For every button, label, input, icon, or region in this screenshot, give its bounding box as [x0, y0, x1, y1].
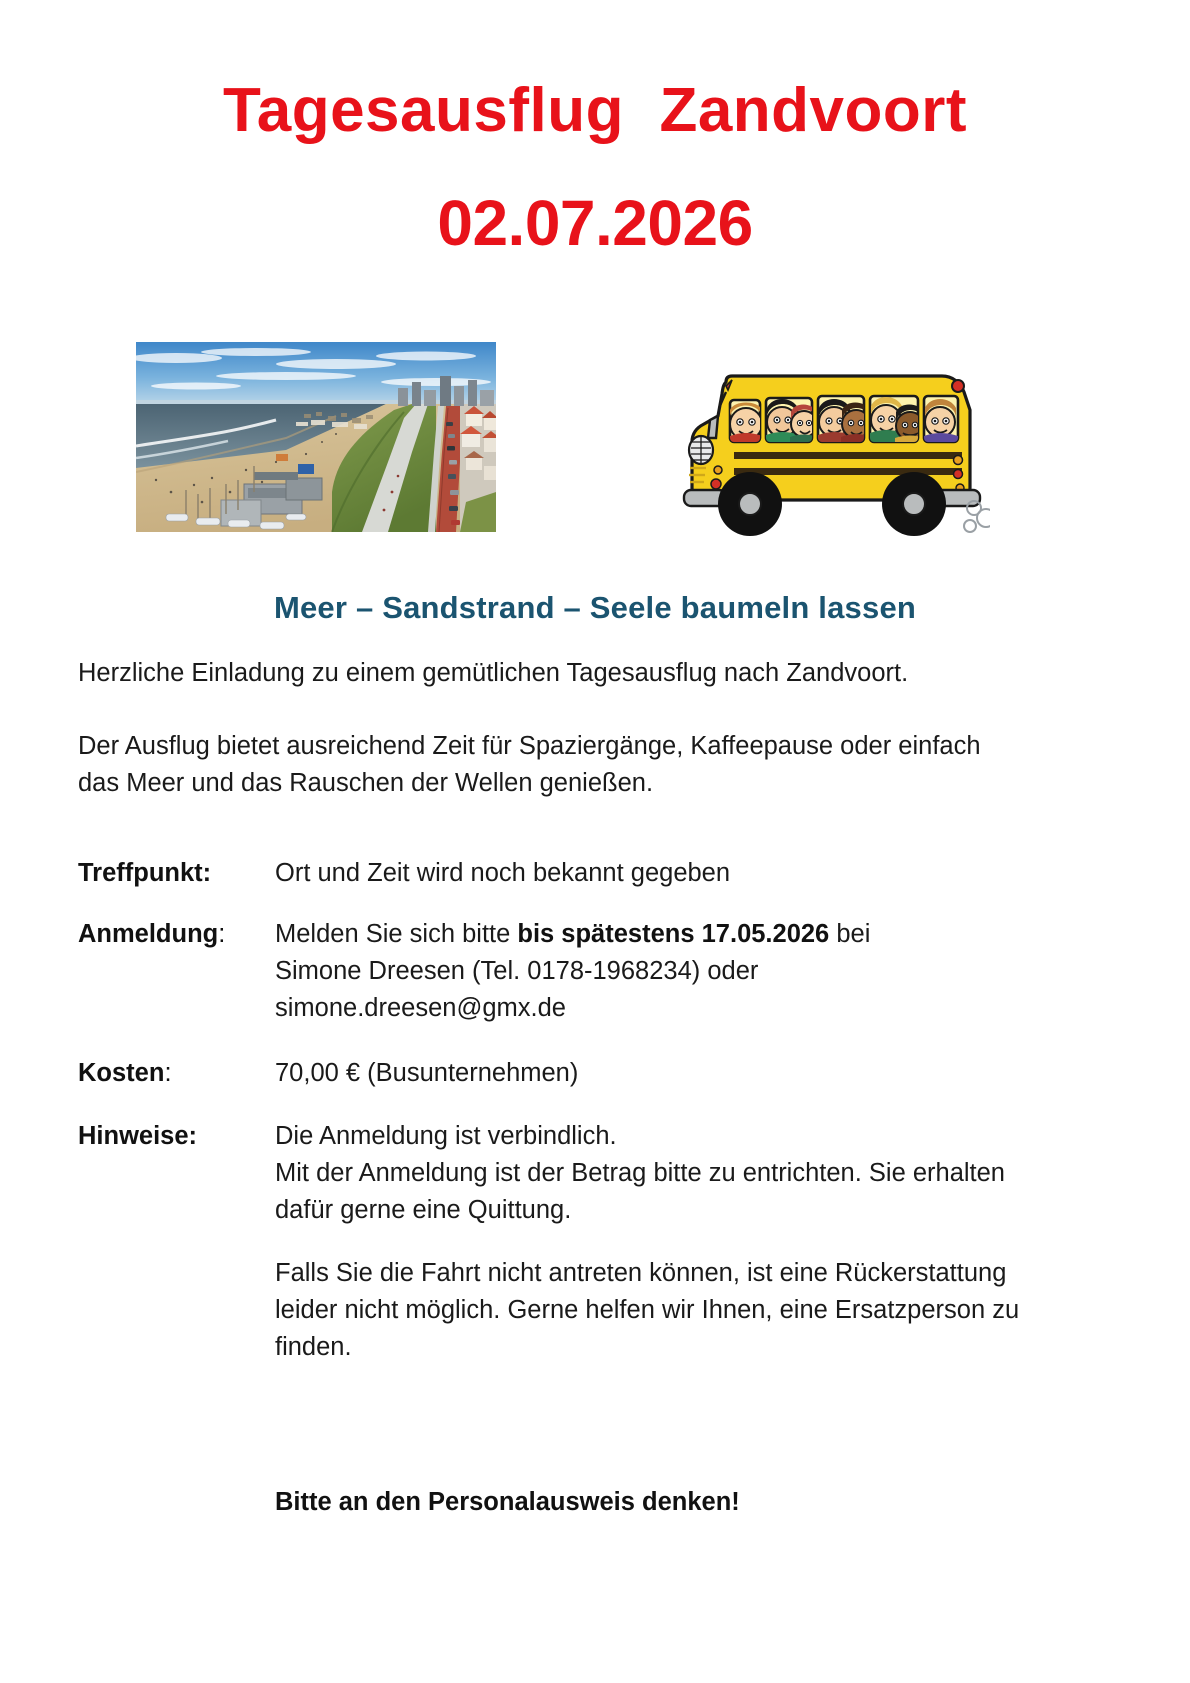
bus-clipart-graphic [622, 338, 990, 554]
anmeldung-post-text: bei [829, 919, 871, 948]
anmeldung-contact-name: Simone Dreesen (Tel. 0178-1968234) oder [275, 956, 759, 985]
detail-row-kosten [78, 1055, 1038, 1092]
detail-row-anmeldung [78, 916, 1038, 1027]
detail-label-treffpunkt: Treffpunkt: [78, 859, 212, 887]
detail-label-anmeldung [78, 916, 275, 953]
detail-row-hinweise [78, 1118, 1038, 1366]
description-paragraph: Der Ausflug bietet ausreichend Zeit für Spaziergänge, Kaffeepause oder einfach das Meer und das Rauschen der Wellen genießen. [78, 732, 981, 797]
anmeldung-contact-email[interactable]: simone.dreesen@gmx.de [275, 993, 566, 1022]
anmeldung-label-text: Anmeldung [78, 919, 219, 948]
detail-label-hinweise: Hinweise: [78, 1121, 198, 1150]
anmeldung-deadline: bis spätestens 17.05.2026 [517, 919, 830, 948]
kosten-label-text: Kosten [78, 1058, 165, 1087]
final-note: Bitte an den Personalausweis denken! [275, 1488, 740, 1516]
anmeldung-pre-text: Melden Sie sich bitte [275, 919, 518, 948]
detail-value-anmeldung [275, 916, 1038, 1027]
treffpunkt-text: Ort und Zeit wird noch bekannt gegeben [275, 859, 731, 887]
detail-value-treffpunkt [275, 855, 1038, 892]
detail-value-hinweise [275, 1118, 1038, 1366]
page-title: Tagesausflug Zandvoort [222, 76, 968, 145]
detail-row-treffpunkt [78, 855, 1038, 892]
hinweise-line-3: Falls Sie die Fahrt nicht antreten können, ist eine Rückerstattung leider nicht möglich. Gerne helfen wir Ihnen, eine Ersatzperson zu finden. [275, 1258, 1020, 1361]
anmeldung-label-colon: : [218, 919, 226, 948]
details-list [78, 855, 1038, 1388]
beach-photo [136, 342, 496, 532]
detail-value-kosten [275, 1055, 1038, 1092]
hinweise-line-1: Die Anmeldung ist verbindlich. [275, 1121, 617, 1150]
poster-subtitle: Meer – Sandstrand – Seele baumeln lassen [273, 590, 917, 625]
hinweise-line-2: Mit der Anmeldung ist der Betrag bitte zu entrichten. Sie erhalten dafür gerne eine Quittung. [275, 1158, 1005, 1224]
detail-label-kosten [78, 1055, 275, 1092]
kosten-label-colon: : [164, 1058, 172, 1087]
bus-clipart [622, 338, 990, 554]
beach-photo-graphic [136, 342, 496, 532]
anmeldung-line-1 [275, 916, 1038, 953]
kosten-amount: 70,00 € (Busunternehmen) [275, 1058, 579, 1087]
trip-date: 02.07.2026 [437, 187, 753, 259]
intro-paragraph: Herzliche Einladung zu einem gemütlichen Tagesausflug nach Zandvoort. [78, 659, 909, 687]
